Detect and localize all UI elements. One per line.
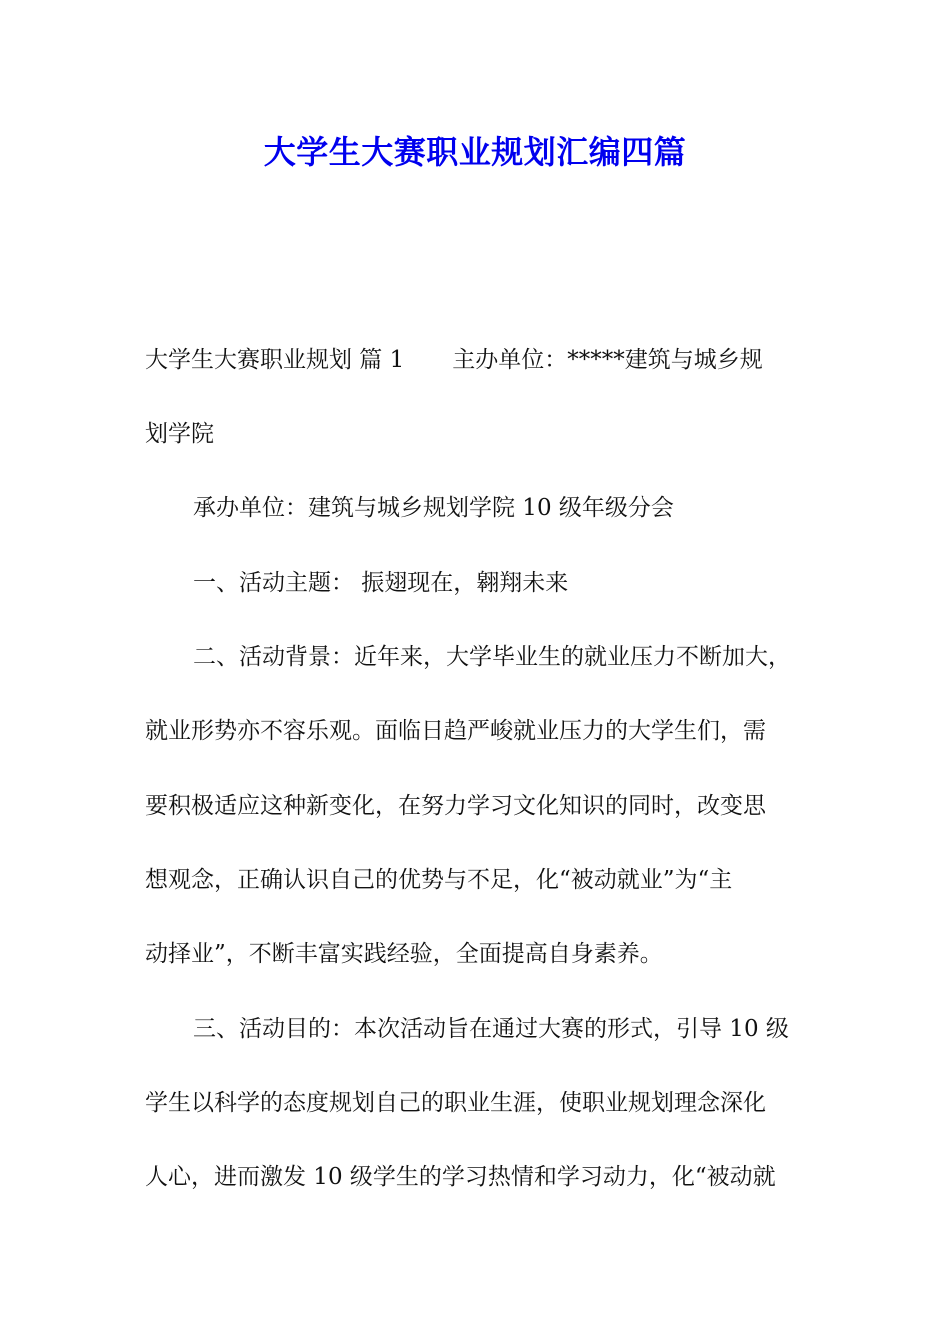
paragraph-line: 要积极适应这种新变化，在努力学习文化知识的同时，改变思 [145,793,766,819]
document-title: 大学生大赛职业规划汇编四篇 [263,133,687,171]
paragraph-line: 二、活动背景：近年来，大学毕业生的就业压力不断加大， [193,644,791,670]
paragraph-line: 一、活动主题： 振翅现在，翱翔未来 [193,570,569,596]
paragraph-line: 三、活动目的：本次活动旨在通过大赛的形式，引导 10 级 [193,1016,789,1042]
paragraph-line: 就业形势亦不容乐观。面临日趋严峻就业压力的大学生们，需 [145,718,766,744]
paragraph-line: 动择业”，不断丰富实践经验，全面提高自身素养。 [145,941,663,967]
paragraph-line: 人心，进而激发 10 级学生的学习热情和学习动力，化“被动就 [145,1164,776,1190]
organizer-text: 主办单位：*****建筑与城乡规 [452,347,763,373]
paragraph-line: 学生以科学的态度规划自己的职业生涯，使职业规划理念深化 [145,1090,766,1116]
paragraph-line: 想观念，正确认识自己的优势与不足，化“被动就业”为“主 [145,867,733,893]
paragraph-line: 划学院 [145,421,214,447]
paragraph-line: 承办单位：建筑与城乡规划学院 10 级年级分会 [193,495,674,521]
section-heading: 大学生大赛职业规划 篇 1 [145,347,405,373]
paragraph-line [145,340,815,380]
